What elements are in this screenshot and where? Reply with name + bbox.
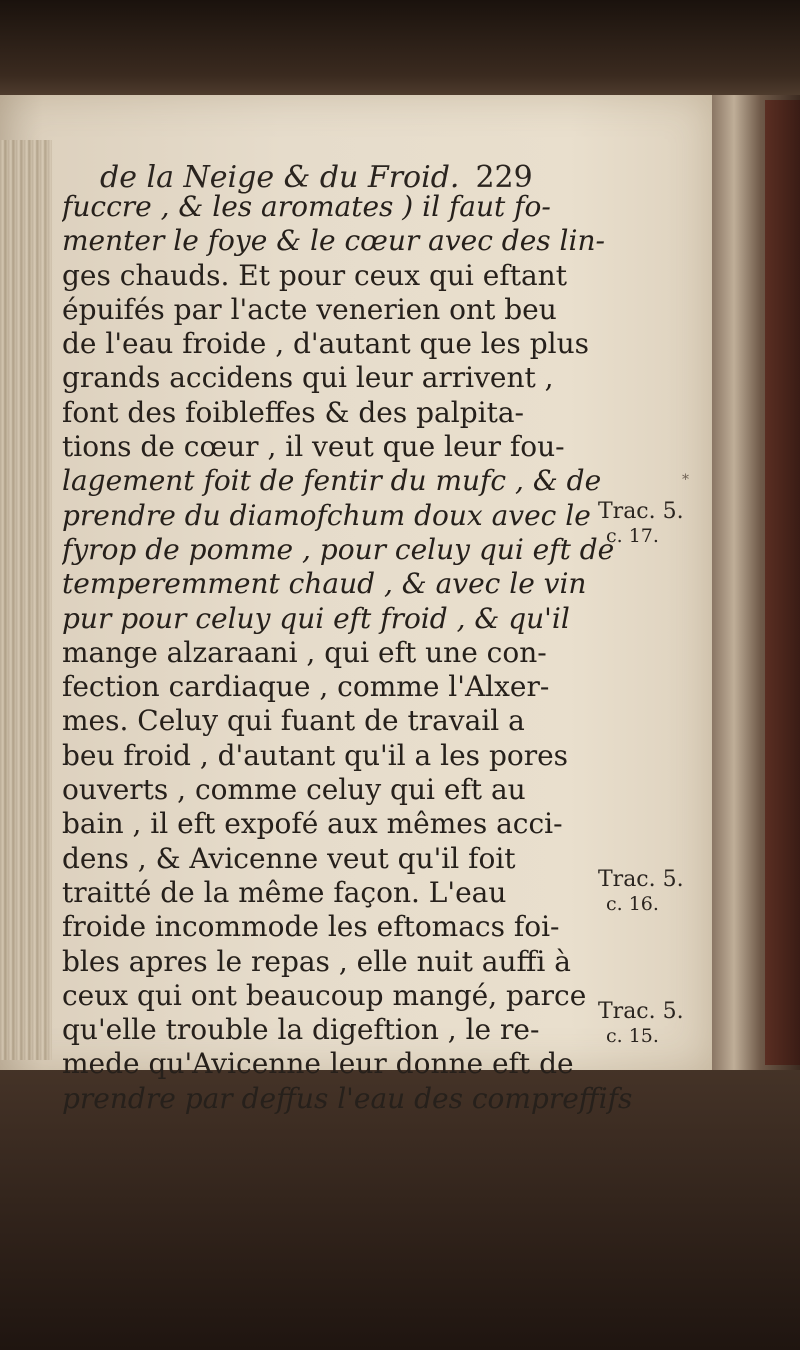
page-number: 229: [475, 160, 533, 195]
margin-note-ref: Trac. 5.: [598, 999, 684, 1024]
margin-note: [598, 1000, 684, 1048]
text-line: bles apres le repas , elle nuit auffi à: [62, 944, 571, 978]
text-line: épuifés par l'acte venerien ont beu: [62, 292, 557, 326]
text-line: fection cardiaque , comme l'Alxer-: [62, 670, 550, 704]
text-line: grands accidens qui leur arrivent ,: [62, 361, 554, 395]
margin-note-chapter: c. 17.: [606, 525, 659, 547]
text-line: prendre par deffus l'eau des compreffifs: [62, 1081, 633, 1115]
top-dark-background: [0, 0, 800, 108]
header-title: de la Neige & du Froid.: [100, 160, 460, 195]
text-line: de l'eau froide , d'autant que les plus: [62, 327, 589, 361]
text-line: lagement foit de fentir du mufc , & de: [62, 464, 602, 498]
text-line: ges chauds. Et pour ceux qui eftant: [62, 258, 567, 292]
margin-note-chapter: c. 15.: [606, 1025, 659, 1047]
ink-smudge: *: [682, 472, 689, 488]
text-line: fyrop de pomme , pour celuy qui eft de: [62, 532, 615, 566]
text-line: temperemment chaud , & avec le vin: [62, 567, 587, 601]
text-line: fuccre , & les aromates ) il faut fo-: [62, 190, 551, 223]
margin-note-chapter: c. 16.: [606, 893, 659, 915]
margin-note-ref: Trac. 5.: [598, 867, 684, 892]
book-cover-edge: [765, 100, 800, 1065]
margin-note-ref: Trac. 5.: [598, 499, 684, 524]
text-line: tions de cœur , il veut que leur fou-: [62, 430, 565, 464]
text-line: prendre du diamofchum doux avec le: [62, 498, 591, 532]
text-line: traitté de la même façon. L'eau: [62, 875, 507, 909]
text-line: froide incommode les eftomacs foi-: [62, 910, 560, 944]
margin-note: [598, 500, 684, 548]
text-line: pur pour celuy qui eft froid , & qu'il: [62, 601, 570, 635]
text-line: mes. Celuy qui fuant de travail a: [62, 704, 525, 738]
text-line: dens , & Avicenne veut qu'il foit: [62, 841, 516, 875]
body-text: [62, 190, 712, 1116]
text-line: beu froid , d'autant qu'il a les pores: [62, 738, 569, 772]
text-line: ceux qui ont beaucoup mangé, parce: [62, 978, 587, 1012]
text-line: bain , il eft expofé aux mêmes acci-: [62, 807, 563, 841]
page-stack-edges: [0, 140, 52, 1060]
text-line: mange alzaraani , qui eft une con-: [62, 635, 547, 669]
text-line: menter le foye & le cœur avec des lin-: [62, 224, 605, 258]
text-line: font des foibleffes & des palpita-: [62, 395, 524, 429]
text-line: ouverts , comme celuy qui eft au: [62, 773, 526, 807]
text-line: mede qu'Avicenne leur donne eft de: [62, 1047, 574, 1081]
margin-note: [598, 868, 684, 916]
text-line: qu'elle trouble la digeftion , le re-: [62, 1013, 540, 1047]
